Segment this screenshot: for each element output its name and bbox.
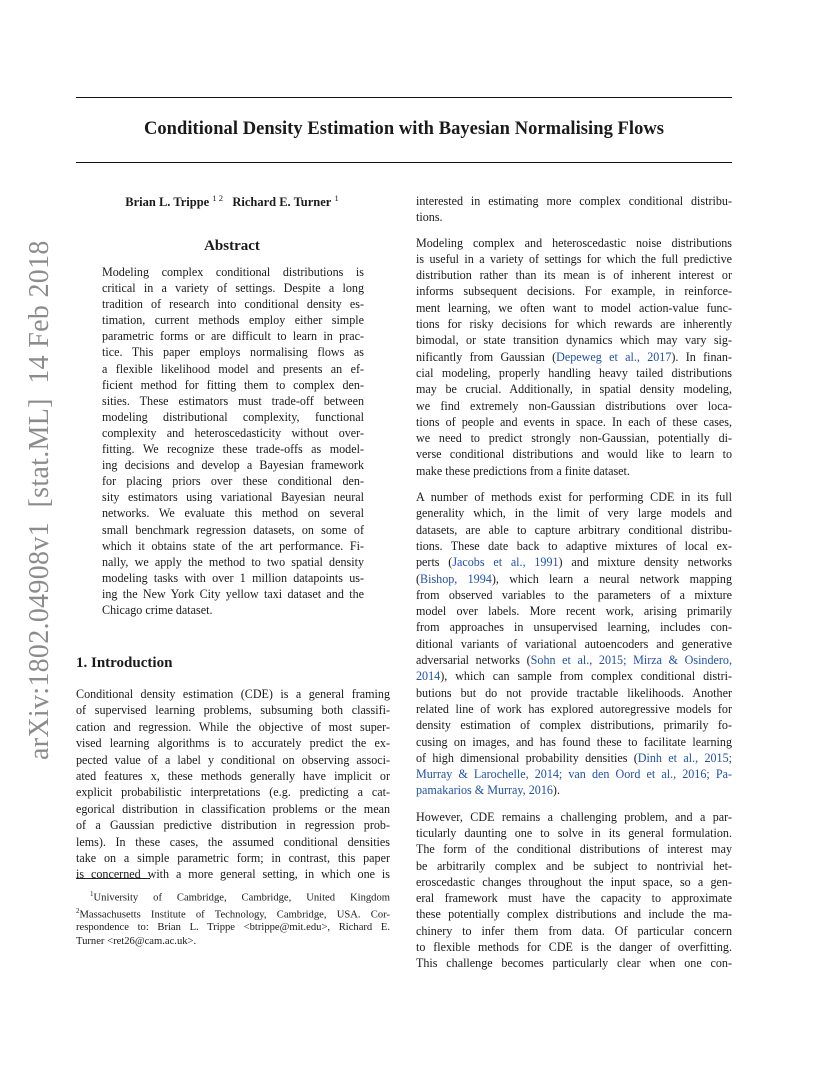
body-line: density estimation of complex distributions, primarily fo- (416, 718, 732, 733)
body-line: make these predictions from a finite dataset. (416, 463, 630, 478)
intro-line: egorical distribution in classification problems or the mean (76, 801, 390, 816)
body-line: However, CDE remains a challenging problem, and a par- (416, 809, 732, 824)
body-line: tions. These date back to adaptive mixtures of local ex- (416, 538, 732, 553)
intro-line: vised learning algorithms is to accurately predict the ex- (76, 736, 390, 751)
section-heading-introduction: 1. Introduction (76, 655, 173, 671)
abstract-line: Chicago crime dataset. (102, 602, 213, 617)
citation-link[interactable]: pamakarios & Murray, 2016 (416, 783, 553, 798)
footnote-affiliation-1 (76, 888, 390, 905)
body-line: we need to predict strongly non-Gaussian, potentially di- (416, 431, 732, 446)
body-line: adversarial networks (Sohn et al., 2015; Mirza & Osindero, (416, 653, 732, 668)
abstract-line: parametric forms or are difficult to learn in prac- (102, 329, 364, 344)
body-line: is useful in a variety of settings for which the full predictive (416, 251, 732, 266)
body-line: to flexible methods for CDE is the danger of overfitting. (416, 940, 732, 955)
body-line: from observed variables to the parameters of a mixture (416, 587, 732, 602)
abstract-line: timation, current methods employ either simple (102, 313, 364, 328)
body-line: may be crucial. Additionally, in spatial density modeling, (416, 382, 732, 397)
body-line: generality which, in the limit of very large models and (416, 506, 732, 521)
body-line: ment learning, we often want to model action-value func- (416, 300, 732, 315)
body-line (416, 766, 732, 782)
body-line: eral framework must have the capacity to approximate (416, 891, 732, 906)
intro-line: pected value of a label y conditional on observing associ- (76, 752, 390, 767)
intro-line: take on a simple parametric form; in contrast, this paper (76, 851, 390, 866)
body-line: bimodal, or state transition dynamics which may vary sig- (416, 333, 732, 348)
author-affiliation: 1 (334, 193, 339, 203)
abstract-line: nally, we apply the method to two spatial density (102, 554, 364, 569)
intro-line: ated features x, these methods generally have implicit or (76, 769, 390, 784)
body-line: be arbitrarily complex and be subject to nontrivial het- (416, 858, 732, 873)
abstract-line: tice. This paper employs normalising flows as (102, 345, 364, 360)
body-line: tions for risky decisions for which rewards are inherently (416, 317, 732, 332)
footnote-text: University of Cambridge, Cambridge, United Kingdom (93, 892, 390, 904)
citation-link[interactable]: Murray & Larochelle, 2014; van den Oord et al., 2016; Pa- (416, 767, 732, 782)
body-line: This challenge becomes particularly clear when one con- (416, 956, 732, 971)
body-line: model over labels. More recent work, arising primarily (416, 604, 732, 619)
body-line: cial modeling, properly handling heavy tailed distributions (416, 365, 732, 380)
body-line: ticularly daunting one to solve in its general formulation. (416, 825, 732, 840)
abstract-line: fitting. We recognize these trade-offs as model- (102, 442, 364, 457)
body-line: tions of people and events in space. In each of these cases, (416, 414, 732, 429)
abstract-line: ing the New York City yellow taxi dataset and the (102, 586, 364, 601)
body-line: cusing on images, and has found these to facilitate learning (416, 734, 732, 749)
footnote-mark: 1 (90, 890, 94, 898)
abstract-line: networks. We evaluate this method on several (102, 506, 364, 521)
abstract-line: ing decisions and develop a Bayesian framework (102, 458, 364, 473)
intro-line: Conditional density estimation (CDE) is a general framing (76, 687, 390, 701)
abstract-line: Modeling complex conditional distributions is (102, 265, 364, 279)
body-line: we find extremely non-Gaussian distributions over loca- (416, 398, 732, 413)
introduction-body (76, 686, 390, 883)
intro-line: of a Gaussian predictive distribution in regression prob- (76, 818, 390, 833)
abstract-line: for placing priors over these conditional den- (102, 474, 364, 489)
body-line: related line of work has explored autoregressive models for (416, 701, 732, 716)
author-name: Richard E. Turner (232, 195, 332, 210)
body-line: interested in estimating more complex conditional distribu- (416, 194, 732, 208)
abstract-body (102, 264, 364, 618)
body-line: ditional variants of variational autoencoders and generative (416, 636, 732, 651)
footnote-affiliation-2 (76, 905, 390, 922)
abstract-line: complexity and heteroscedasticity without over- (102, 425, 364, 440)
abstract-line: modeling tasks with over 1 million datapoints us- (102, 570, 364, 585)
body-line: 2014), which can sample from complex conditional distri- (416, 669, 732, 684)
footnotes (76, 888, 390, 948)
citation-link[interactable]: Bishop, 1994 (420, 571, 492, 586)
author-name: Brian L. Trippe (125, 195, 210, 210)
title-rule-bottom (76, 162, 732, 163)
footnote-mark: 2 (76, 906, 80, 915)
body-line: datasets, are able to capture arbitrary conditional distribu- (416, 522, 732, 537)
author-list (76, 193, 388, 210)
intro-line: is concerned with a more general setting, in which one is (76, 867, 390, 882)
body-line: butions but do not provide tractable likelihoods. Another (416, 685, 732, 700)
intro-line: cation and regression. While the objective of most super- (76, 719, 390, 734)
abstract-line: critical in a variety of settings. Despite a long (102, 281, 364, 296)
abstract-line: which it obtains state of the art performance. Fi- (102, 538, 364, 553)
footnote-text: Massachusetts Institute of Technology, Cambridge, USA. Cor- (79, 909, 390, 921)
citation-link[interactable]: 2014 (416, 669, 441, 684)
body-line: eroscedastic changes throughout the input space, so a gen- (416, 874, 732, 889)
paper-title: Conditional Density Estimation with Bayesian Normalising Flows (143, 119, 665, 139)
abstract-line: sity estimators using variational Bayesian neural (102, 490, 364, 505)
body-line: (Bishop, 1994), which learn a neural network mapping (416, 571, 732, 586)
citation-link[interactable]: Sohn et al., 2015; Mirza & Osindero, (530, 653, 732, 668)
body-line: nificantly from Gaussian (Depeweg et al., 2017). In finan- (416, 349, 732, 364)
body-line: chinery to infer them from data. Of particular concern (416, 923, 732, 938)
intro-line: explicit probabilistic interpretations (e.g. predicting a cat- (76, 785, 390, 800)
footnote-rule (76, 878, 150, 879)
abstract-line: tradition of research into conditional density es- (102, 297, 364, 312)
abstract-line: modeling distributional complexity, functional (102, 409, 364, 424)
body-line: informs subsequent decisions. For example, in reinforce- (416, 284, 732, 299)
body-line: of high dimensional probability densities (Dinh et al., 2015; (416, 750, 732, 765)
footnote-line: Turner <ret26@cam.ac.uk>. (76, 935, 197, 947)
abstract-line: ficient method for fitting them to complex den- (102, 377, 364, 392)
body-line: The form of the conditional distributions of interest may (416, 842, 732, 857)
right-column (416, 193, 732, 972)
body-line: tions. (416, 210, 443, 225)
intro-line: of supervised learning problems, subsuming both classifi- (76, 703, 390, 718)
abstract-line: a flexible likelihood model and presents an ef- (102, 361, 364, 376)
citation-link[interactable]: Jacobs et al., 1991 (452, 555, 559, 570)
body-line: distribution rather than its mean is of inherent interest or (416, 268, 732, 283)
title-rule-top (76, 97, 732, 98)
intro-line: lems). In these cases, the assumed conditional densities (76, 834, 390, 849)
body-line: verse conditional distributions and would like to learn to (416, 447, 732, 462)
abstract-heading: Abstract (204, 238, 260, 254)
body-line: pamakarios & Murray, 2016). (416, 783, 560, 798)
body-line: these potentially complex distributions and include the ma- (416, 907, 732, 922)
footnote-line: respondence to: Brian L. Trippe <btrippe@mit.edu>, Richard E. (76, 922, 390, 934)
abstract-line: sities. These estimators must trade-off between (102, 393, 364, 408)
body-line: A number of methods exist for performing CDE in its full (416, 490, 732, 505)
author-affiliation: 1 2 (212, 193, 223, 203)
body-line: perts (Jacobs et al., 1991) and mixture density networks (416, 555, 732, 570)
body-line: Modeling complex and heteroscedastic noise distributions (416, 235, 732, 250)
abstract-line: small benchmark regression datasets, on some of (102, 522, 364, 537)
arxiv-identifier: arXiv:1802.04908v1 [stat.ML] 14 Feb 2018 (24, 240, 55, 760)
citation-link[interactable]: Depeweg et al., 2017 (556, 349, 672, 364)
citation-link[interactable]: Dinh et al., 2015; (637, 750, 732, 765)
body-line: from approaches in unsupervised learning, includes con- (416, 620, 732, 635)
